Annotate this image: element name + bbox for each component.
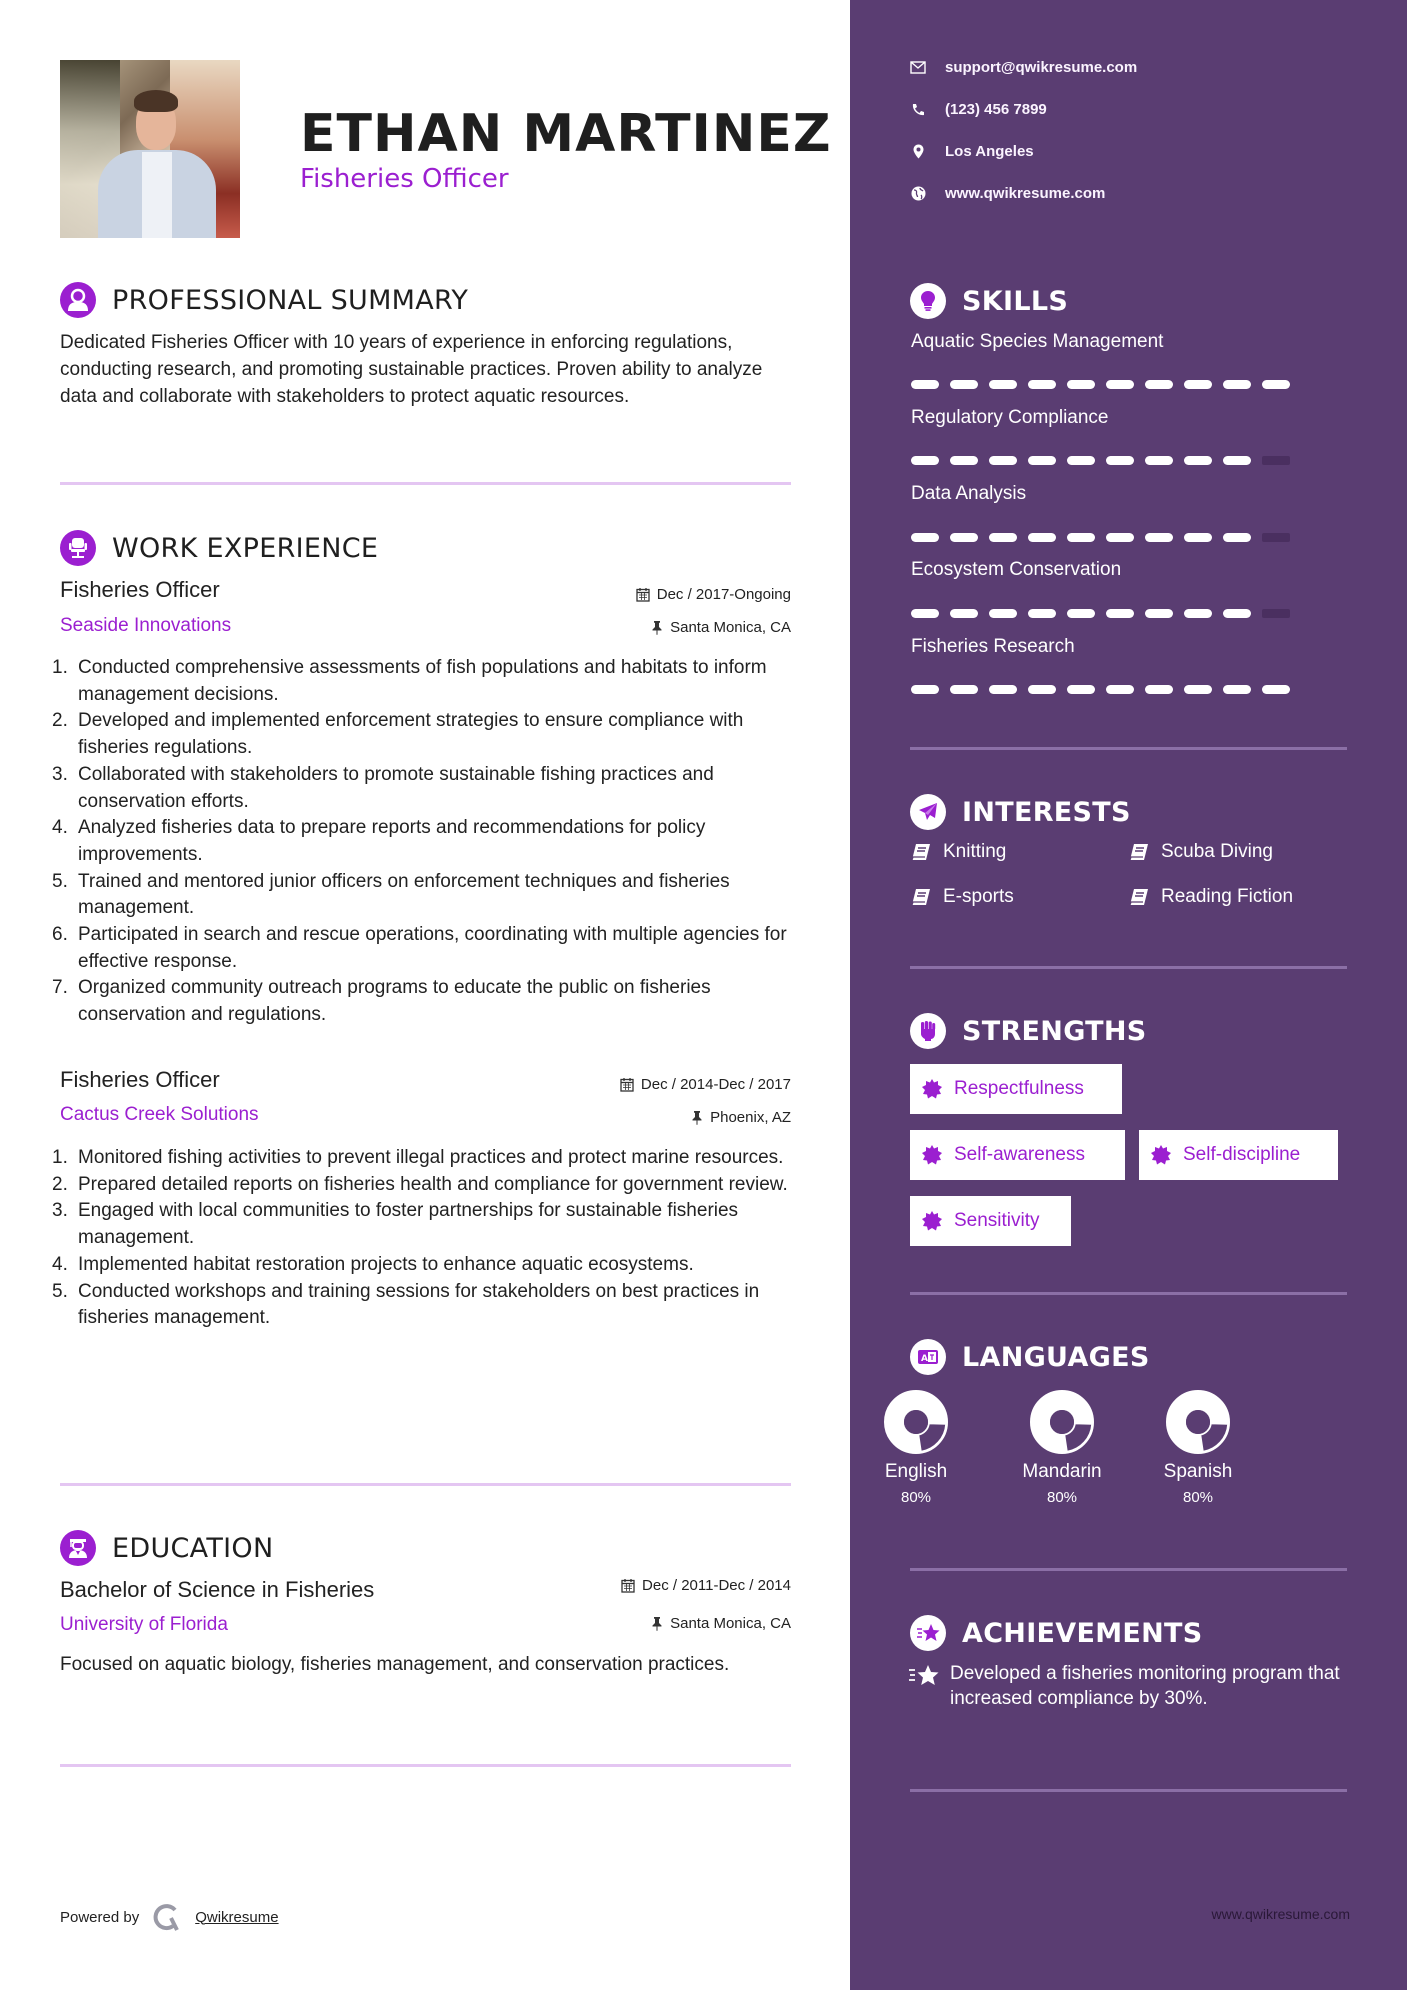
qwikresume-link[interactable]: Qwikresume	[195, 1908, 279, 1926]
language-percent: 80%	[1182, 1489, 1214, 1506]
skill-level-bar	[911, 609, 1301, 618]
interest-item: E-sports	[911, 886, 1014, 908]
language-percent: 80%	[900, 1489, 932, 1506]
company-name: Cactus Creek Solutions	[60, 1104, 259, 1125]
graduate-icon	[60, 1530, 96, 1566]
list-item: Implemented habitat restoration projects to enhance aquatic ecosystems.	[78, 1253, 694, 1275]
skill-name: Data Analysis	[911, 483, 1027, 504]
calendar-icon	[636, 587, 650, 602]
book-icon	[911, 843, 931, 861]
skill-level-bar	[911, 380, 1301, 389]
language-item	[856, 1389, 976, 1506]
location-text: Los Angeles	[945, 143, 1034, 160]
user-icon	[60, 282, 96, 318]
strengths-title: STRENGTHS	[962, 1015, 1147, 1047]
interest-item: Scuba Diving	[1129, 841, 1273, 863]
list-item: Conducted comprehensive assessments of fish populations and habitats to inform management decisions.	[78, 657, 767, 705]
list-item: Developed and implemented enforcement strategies to ensure compliance with fisheries regulations.	[78, 710, 744, 759]
list-item: Collaborated with stakeholders to promote sustainable fishing practices and conservation efforts.	[78, 763, 714, 812]
badge-icon	[922, 1079, 942, 1099]
languages-title: LANGUAGES	[962, 1341, 1150, 1373]
language-name: Mandarin	[1022, 1461, 1102, 1482]
list-item: Organized community outreach programs to educate the public on fisheries conservation and regulations.	[78, 977, 711, 1026]
email-text: support@qwikresume.com	[945, 59, 1138, 76]
interests-heading	[910, 794, 1131, 830]
list-item: Prepared detailed reports on fisheries health and compliance for government review.	[78, 1173, 788, 1195]
candidate-title: Fisheries Officer	[300, 164, 509, 194]
shooting-star-icon	[910, 1615, 946, 1651]
raised-fist-icon	[910, 1013, 946, 1049]
achievements-title: ACHIEVEMENTS	[962, 1617, 1203, 1649]
divider	[910, 966, 1347, 969]
job-location	[691, 1109, 791, 1126]
strength-chip: Self-discipline	[1139, 1130, 1338, 1180]
divider	[910, 1292, 1347, 1295]
skill-level-bar	[911, 533, 1301, 542]
divider	[910, 747, 1347, 750]
strengths-heading	[910, 1013, 1147, 1049]
experience-title: WORK EXPERIENCE	[112, 532, 379, 564]
education-dates	[621, 1577, 791, 1594]
interest-item: Knitting	[911, 841, 1006, 863]
book-icon	[911, 888, 931, 906]
list-item: Analyzed fisheries data to prepare reports and recommendations for policy improvements.	[78, 817, 706, 865]
shooting-star-icon	[908, 1663, 940, 1689]
pin-icon	[651, 1616, 663, 1631]
education-heading	[60, 1530, 273, 1566]
divider	[60, 482, 791, 485]
language-donut-chart	[883, 1389, 949, 1455]
badge-icon	[1151, 1145, 1171, 1165]
education-location-text: Santa Monica, CA	[670, 1615, 791, 1632]
sidebar	[850, 0, 1407, 1990]
language-donut-chart	[1029, 1389, 1095, 1455]
candidate-name: ETHAN MARTINEZ	[300, 104, 832, 164]
location-pin-icon	[910, 144, 926, 160]
degree-name: Bachelor of Science in Fisheries	[60, 1577, 375, 1602]
profile-photo	[60, 60, 240, 238]
school-name: University of Florida	[60, 1614, 228, 1635]
summary-title: PROFESSIONAL SUMMARY	[112, 284, 469, 316]
company-name: Seaside Innovations	[60, 615, 232, 636]
language-donut-chart	[1165, 1389, 1231, 1455]
contact-email[interactable]	[910, 59, 1137, 76]
globe-icon	[910, 186, 926, 202]
job-dates-text: Dec / 2017-Ongoing	[656, 586, 791, 603]
education-dates-text: Dec / 2011-Dec / 2014	[642, 1577, 791, 1594]
book-icon	[1129, 888, 1149, 906]
education-location	[651, 1615, 791, 1632]
contact-location	[910, 143, 1034, 160]
list-item: Conducted workshops and training sessions for stakeholders on best practices in fisheries management.	[78, 1280, 760, 1329]
languages-heading	[910, 1339, 1150, 1375]
skills-heading	[910, 283, 1068, 319]
language-item	[1138, 1389, 1258, 1506]
job-dates	[620, 1076, 791, 1093]
site-footer-link[interactable]: www.qwikresume.com	[1211, 1906, 1350, 1922]
skill-level-bar	[911, 685, 1301, 694]
divider	[60, 1764, 791, 1767]
skills-title: SKILLS	[962, 285, 1069, 317]
badge-icon	[922, 1211, 942, 1231]
powered-by-label: Powered by	[60, 1908, 140, 1926]
strength-chip: Sensitivity	[910, 1196, 1071, 1246]
book-icon	[1129, 843, 1149, 861]
experience-heading	[60, 530, 378, 566]
skill-name: Fisheries Research	[911, 636, 1075, 657]
job-dates-text: Dec / 2014-Dec / 2017	[640, 1076, 791, 1093]
qwikresume-logo-icon	[153, 1902, 181, 1932]
job-location	[651, 619, 791, 636]
achievement-item	[908, 1661, 1350, 1711]
skill-name: Ecosystem Conservation	[911, 559, 1122, 580]
phone-icon	[910, 102, 926, 118]
strength-chip: Respectfulness	[910, 1064, 1122, 1114]
list-item: Monitored fishing activities to prevent illegal practices and protect marine resources.	[78, 1147, 784, 1168]
interest-item: Reading Fiction	[1129, 886, 1293, 908]
list-item: Participated in search and rescue operations, coordinating with multiple agencies for effective response.	[78, 924, 787, 972]
job-title: Fisheries Officer	[60, 577, 220, 602]
list-item: Trained and mentored junior officers on enforcement techniques and fisheries management.	[78, 870, 730, 919]
job-location-text: Santa Monica, CA	[670, 619, 791, 636]
job-location-text: Phoenix, AZ	[710, 1109, 791, 1126]
calendar-icon	[621, 1578, 635, 1593]
language-name: English	[884, 1461, 948, 1482]
badge-icon	[922, 1145, 942, 1165]
paper-plane-icon	[910, 794, 946, 830]
divider	[910, 1568, 1347, 1571]
office-chair-icon	[60, 530, 96, 566]
divider	[60, 1483, 791, 1486]
skill-level-bar	[911, 456, 1301, 465]
envelope-icon	[910, 60, 926, 76]
job-dates	[636, 586, 791, 603]
skill-name: Aquatic Species Management	[911, 331, 1164, 352]
list-item: Engaged with local communities to foster partnerships for sustainable fisheries management.	[78, 1200, 739, 1249]
calendar-icon	[620, 1077, 634, 1092]
translate-icon	[910, 1339, 946, 1375]
summary-text: Dedicated Fisheries Officer with 10 years of experience in enforcing regulations, conducting research, and promoting sustainable practices. Proven ability to analyze data and collaborate with stakeholders to protect aquatic resources.	[60, 332, 763, 407]
achievement-text: Developed a fisheries monitoring program that increased compliance by 30%.	[950, 1663, 1340, 1709]
lightbulb-icon	[910, 283, 946, 319]
contact-website[interactable]	[910, 185, 1105, 202]
language-percent: 80%	[1046, 1489, 1078, 1506]
contact-phone[interactable]	[910, 101, 1047, 118]
website-text: www.qwikresume.com	[945, 185, 1106, 202]
summary-heading	[60, 282, 468, 318]
svg-text:A: A	[921, 1354, 928, 1364]
job-duties-list	[52, 655, 812, 1029]
job-duties-list	[52, 1145, 812, 1332]
pin-icon	[691, 1110, 703, 1125]
phone-text: (123) 456 7899	[945, 101, 1047, 118]
powered-by-footer	[60, 1902, 279, 1932]
achievements-heading	[910, 1615, 1203, 1651]
pin-icon	[651, 620, 663, 635]
education-description: Focused on aquatic biology, fisheries management, and conservation practices.	[60, 1654, 730, 1675]
language-name: Spanish	[1163, 1461, 1233, 1482]
job-title: Fisheries Officer	[60, 1067, 220, 1092]
strength-chip: Self-awareness	[910, 1130, 1125, 1180]
skill-name: Regulatory Compliance	[911, 407, 1109, 428]
divider	[910, 1789, 1347, 1792]
language-item	[1002, 1389, 1122, 1506]
education-title: EDUCATION	[112, 1532, 274, 1564]
interests-title: INTERESTS	[962, 796, 1131, 828]
